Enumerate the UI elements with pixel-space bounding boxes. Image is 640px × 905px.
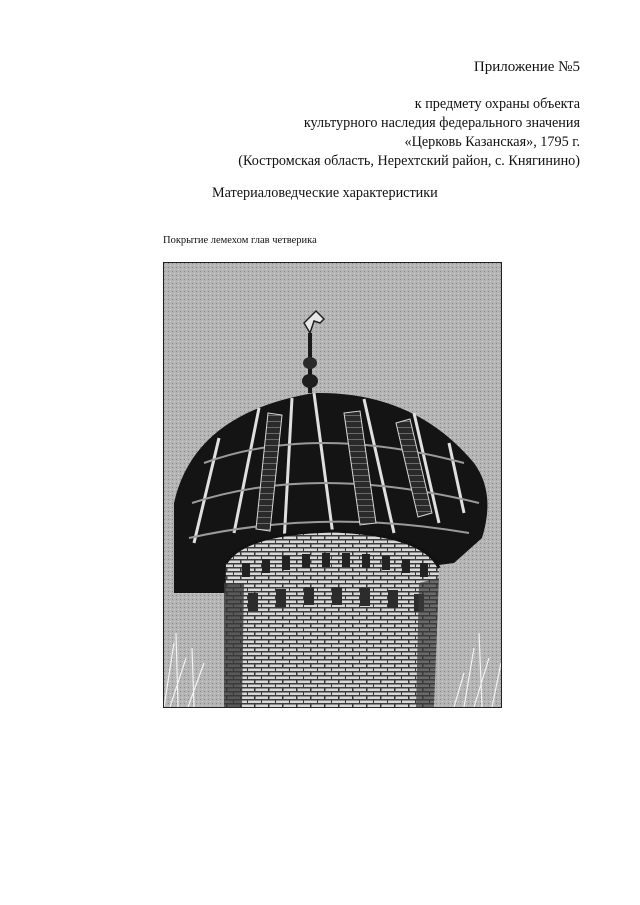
church-dome-photo	[163, 262, 502, 708]
header-line: культурного наследия федерального значения	[303, 115, 580, 131]
church-dome-illustration	[164, 263, 501, 707]
header-block	[140, 58, 580, 171]
section-heading: Материаловедческие характеристики	[212, 185, 438, 201]
header-line: (Костромская область, Нерехтский район, с. Княгинино)	[238, 153, 580, 169]
brick-drum	[224, 531, 439, 707]
header-line: «Церковь Казанская», 1795 г.	[404, 134, 580, 150]
photo-caption: Покрытие лемехом глав четверика	[163, 235, 317, 246]
annex-title: Приложение №5	[473, 59, 580, 75]
header-line: к предмету охраны объекта	[414, 96, 580, 112]
